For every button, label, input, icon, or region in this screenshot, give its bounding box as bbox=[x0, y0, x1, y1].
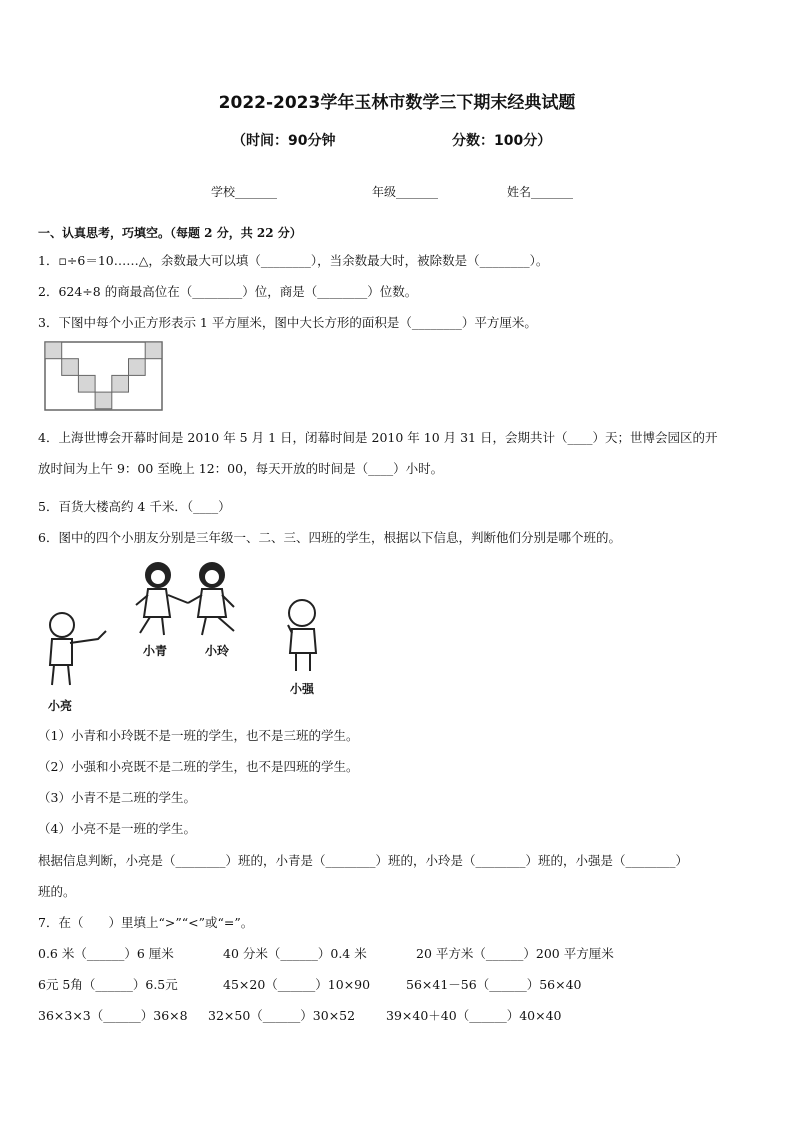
shaded-square bbox=[145, 342, 162, 359]
xiaoling-figure bbox=[188, 563, 234, 635]
xiaoqing-figure bbox=[136, 563, 188, 635]
clue-4: （4）小亮不是一班的学生。 bbox=[38, 821, 196, 836]
clue-1: （1）小青和小玲既不是一班的学生，也不是三班的学生。 bbox=[38, 728, 359, 743]
q7-row3-c: 39×40＋40（______）40×40 bbox=[386, 1008, 562, 1023]
grade-field: 年级_______ bbox=[372, 185, 439, 199]
shaded-square bbox=[95, 392, 112, 409]
clue-3: （3）小青不是二班的学生。 bbox=[38, 790, 196, 805]
q7-row3-b: 32×50（______）30×52 bbox=[208, 1008, 356, 1023]
shaded-square bbox=[45, 342, 62, 359]
q7-row3-a: 36×3×3（______）36×8 bbox=[38, 1008, 188, 1023]
section-heading: 一、认真思考，巧填空。（每题 2 分，共 22 分） bbox=[38, 226, 302, 240]
shaded-square bbox=[112, 375, 129, 392]
q7-row2-c: 56×41－56（______）56×40 bbox=[406, 977, 582, 992]
label-xiaoliang: 小亮 bbox=[48, 699, 73, 713]
question-3: 3．下图中每个小正方形表示 1 平方厘米，图中大长方形的面积是（________）平方厘米。 bbox=[38, 315, 537, 330]
shaded-square bbox=[129, 359, 146, 376]
xiaoqiang-figure bbox=[288, 600, 316, 671]
question-6-answer-line2: 班的。 bbox=[38, 884, 76, 899]
shaded-square bbox=[62, 359, 79, 376]
q7-row2-b: 45×20（______）10×90 bbox=[223, 977, 371, 992]
shaded-square bbox=[78, 375, 95, 392]
page-title: 2022-2023学年玉林市数学三下期末经典试题 bbox=[218, 93, 576, 113]
q7-row1-c: 20 平方米（______）200 平方厘米 bbox=[416, 946, 614, 961]
question-2: 2．624÷8 的商最高位在（________）位，商是（________）位数。 bbox=[38, 284, 418, 299]
q7-row2-a: 6元 5角（______）6.5元 bbox=[38, 977, 178, 992]
question-7: 7．在（ ）里填上“>”“<”或“=”。 bbox=[38, 915, 254, 930]
label-xiaoqiang: 小强 bbox=[290, 682, 315, 696]
question-6-answer-line1: 根据信息判断，小亮是（________）班的，小青是（________）班的，小玲是（________）班的，小强是（________） bbox=[38, 853, 689, 868]
name-field: 姓名_______ bbox=[507, 185, 574, 199]
exam-time: （时间：90分钟 bbox=[232, 133, 336, 149]
question-5: 5．百货大楼高约 4 千米．（____） bbox=[38, 499, 231, 514]
question-4-line2: 放时间为上午 9：00 至晚上 12：00，每天开放的时间是（____）小时。 bbox=[38, 461, 444, 476]
question-4-line1: 4．上海世博会开幕时间是 2010 年 5 月 1 日，闭幕时间是 2010 年 10 月 31 日，会期共计（____）天；世博会园区的开 bbox=[38, 430, 718, 445]
label-xiaoqing: 小青 bbox=[143, 644, 168, 658]
q7-row1-b: 40 分米（______）0.4 米 bbox=[223, 946, 367, 961]
clue-2: （2）小强和小亮既不是二班的学生，也不是四班的学生。 bbox=[38, 759, 359, 774]
question-1: 1．▫÷6＝10……△，余数最大可以填（________），当余数最大时，被除数是（________）。 bbox=[38, 253, 549, 268]
xiaoliang-figure bbox=[50, 613, 106, 685]
label-xiaoling: 小玲 bbox=[205, 644, 230, 658]
exam-score: 分数：100分） bbox=[452, 133, 552, 149]
grid-rectangle-figure bbox=[44, 341, 164, 413]
q7-row1-a: 0.6 米（______）6 厘米 bbox=[38, 946, 174, 961]
question-6: 6．图中的四个小朋友分别是三年级一、二、三、四班的学生，根据以下信息，判断他们分别是哪个班的。 bbox=[38, 530, 621, 545]
school-field: 学校_______ bbox=[211, 185, 278, 199]
